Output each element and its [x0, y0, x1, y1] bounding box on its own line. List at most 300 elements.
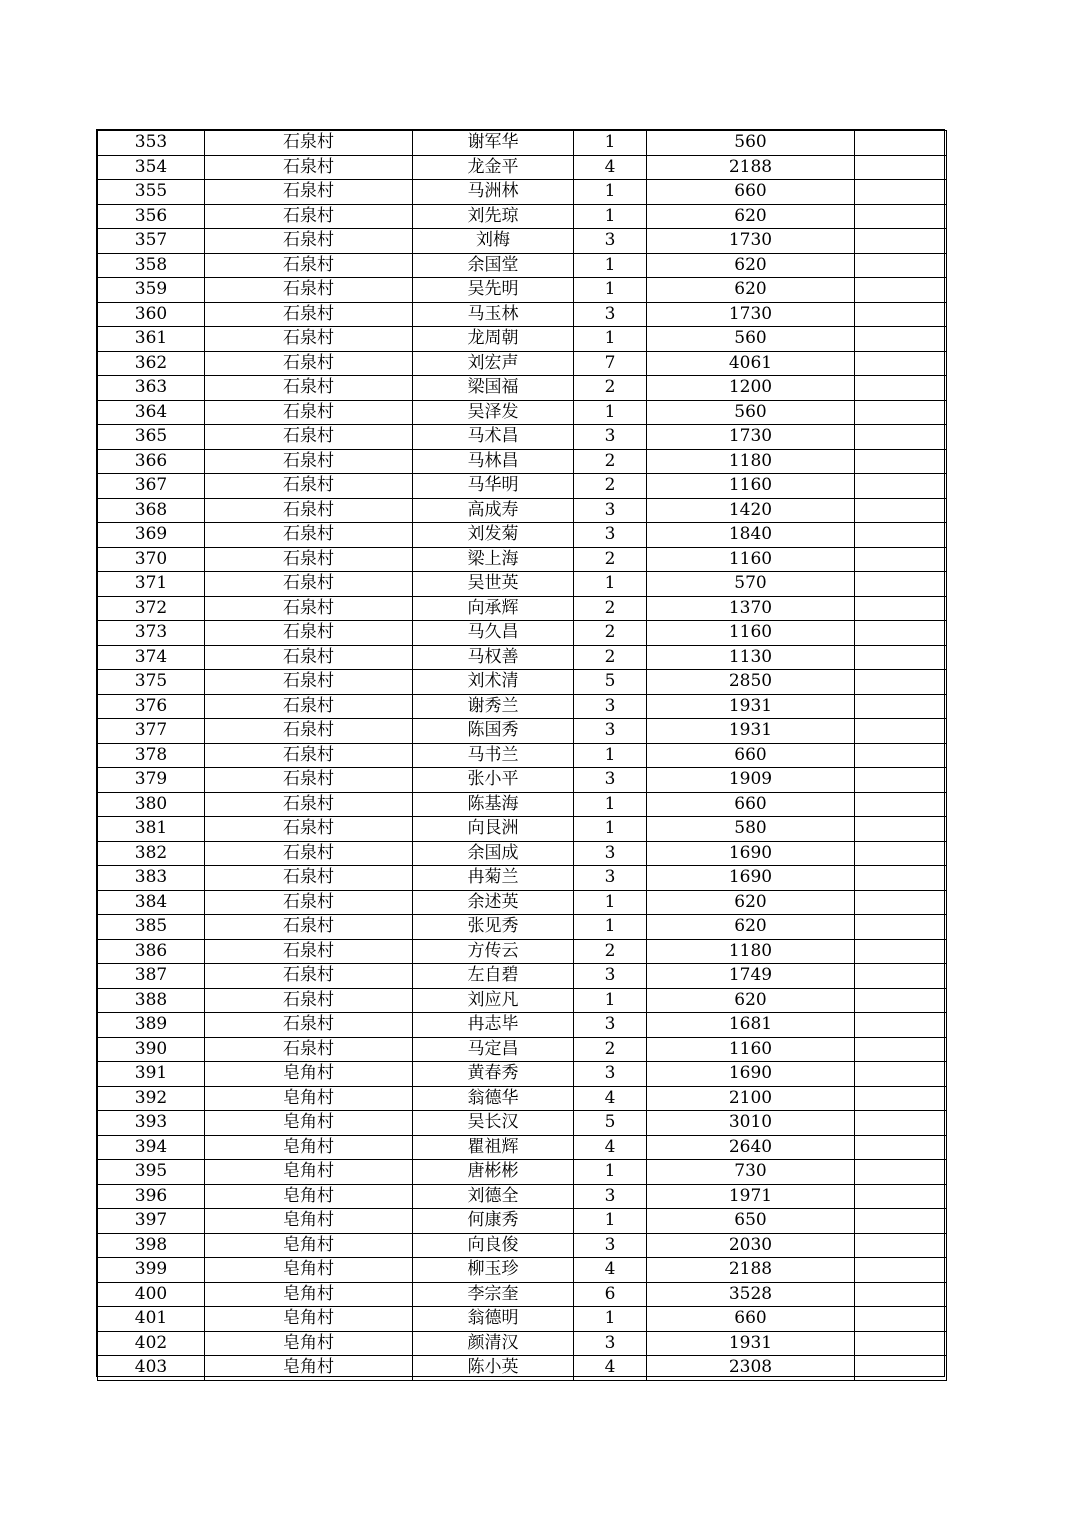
name-cell: 黄春秀	[413, 1062, 574, 1087]
household-count-cell: 2	[574, 1037, 647, 1062]
name-cell: 梁上海	[413, 547, 574, 572]
note-cell	[855, 253, 947, 278]
note-cell	[855, 768, 947, 793]
village-cell: 石泉村	[205, 719, 413, 744]
note-cell	[855, 302, 947, 327]
table-row	[98, 1331, 947, 1356]
row-number-cell: 384	[98, 890, 205, 915]
amount-cell: 1909	[647, 768, 855, 793]
name-cell: 刘应凡	[413, 988, 574, 1013]
village-cell: 皂角村	[205, 1307, 413, 1332]
household-count-cell: 1	[574, 327, 647, 352]
village-cell: 石泉村	[205, 523, 413, 548]
table-row	[98, 621, 947, 646]
note-cell	[855, 180, 947, 205]
household-count-cell: 1	[574, 1160, 647, 1185]
row-number-cell: 366	[98, 449, 205, 474]
table-row	[98, 449, 947, 474]
table-row	[98, 596, 947, 621]
table-row	[98, 719, 947, 744]
village-cell: 石泉村	[205, 302, 413, 327]
row-number-cell: 367	[98, 474, 205, 499]
note-cell	[855, 817, 947, 842]
name-cell: 刘先琼	[413, 204, 574, 229]
table-row	[98, 131, 947, 156]
household-count-cell: 2	[574, 449, 647, 474]
table-row	[98, 866, 947, 891]
note-cell	[855, 1356, 947, 1381]
table-body	[98, 131, 947, 1381]
table-row	[98, 890, 947, 915]
household-count-cell: 3	[574, 694, 647, 719]
amount-cell: 620	[647, 278, 855, 303]
household-count-cell: 3	[574, 866, 647, 891]
village-cell: 石泉村	[205, 964, 413, 989]
household-count-cell: 3	[574, 768, 647, 793]
note-cell	[855, 1233, 947, 1258]
village-cell: 皂角村	[205, 1062, 413, 1087]
name-cell: 刘宏声	[413, 351, 574, 376]
row-number-cell: 380	[98, 792, 205, 817]
note-cell	[855, 670, 947, 695]
table-row	[98, 1233, 947, 1258]
table-row	[98, 1111, 947, 1136]
row-number-cell: 387	[98, 964, 205, 989]
name-cell: 吴泽发	[413, 400, 574, 425]
amount-cell: 2640	[647, 1135, 855, 1160]
note-cell	[855, 621, 947, 646]
household-count-cell: 2	[574, 547, 647, 572]
table-row	[98, 474, 947, 499]
name-cell: 吴世英	[413, 572, 574, 597]
row-number-cell: 385	[98, 915, 205, 940]
row-number-cell: 368	[98, 498, 205, 523]
name-cell: 冉志毕	[413, 1013, 574, 1038]
household-count-cell: 3	[574, 425, 647, 450]
amount-cell: 2850	[647, 670, 855, 695]
table-row	[98, 204, 947, 229]
amount-cell: 1200	[647, 376, 855, 401]
name-cell: 谢军华	[413, 131, 574, 156]
village-cell: 石泉村	[205, 131, 413, 156]
note-cell	[855, 278, 947, 303]
household-count-cell: 4	[574, 1258, 647, 1283]
note-cell	[855, 866, 947, 891]
note-cell	[855, 327, 947, 352]
table-row	[98, 792, 947, 817]
household-count-cell: 2	[574, 474, 647, 499]
amount-cell: 1690	[647, 1062, 855, 1087]
village-cell: 石泉村	[205, 572, 413, 597]
amount-cell: 730	[647, 1160, 855, 1185]
name-cell: 唐彬彬	[413, 1160, 574, 1185]
amount-cell: 1180	[647, 449, 855, 474]
note-cell	[855, 719, 947, 744]
note-cell	[855, 572, 947, 597]
amount-cell: 2030	[647, 1233, 855, 1258]
name-cell: 余国成	[413, 841, 574, 866]
row-number-cell: 388	[98, 988, 205, 1013]
row-number-cell: 365	[98, 425, 205, 450]
name-cell: 余国堂	[413, 253, 574, 278]
amount-cell: 1180	[647, 939, 855, 964]
village-cell: 皂角村	[205, 1135, 413, 1160]
table-row	[98, 1160, 947, 1185]
table-row	[98, 1307, 947, 1332]
table-row	[98, 645, 947, 670]
table-row	[98, 400, 947, 425]
village-cell: 石泉村	[205, 645, 413, 670]
village-cell: 石泉村	[205, 1037, 413, 1062]
note-cell	[855, 229, 947, 254]
note-cell	[855, 1209, 947, 1234]
row-number-cell: 397	[98, 1209, 205, 1234]
village-cell: 石泉村	[205, 768, 413, 793]
table-row	[98, 302, 947, 327]
amount-cell: 620	[647, 988, 855, 1013]
village-cell: 石泉村	[205, 915, 413, 940]
amount-cell: 660	[647, 1307, 855, 1332]
note-cell	[855, 1331, 947, 1356]
household-count-cell: 1	[574, 792, 647, 817]
note-cell	[855, 498, 947, 523]
household-count-cell: 3	[574, 964, 647, 989]
amount-cell: 560	[647, 400, 855, 425]
table-row	[98, 817, 947, 842]
name-cell: 谢秀兰	[413, 694, 574, 719]
village-cell: 石泉村	[205, 400, 413, 425]
table-row	[98, 1282, 947, 1307]
note-cell	[855, 890, 947, 915]
name-cell: 向艮洲	[413, 817, 574, 842]
household-count-cell: 3	[574, 1013, 647, 1038]
row-number-cell: 391	[98, 1062, 205, 1087]
note-cell	[855, 376, 947, 401]
household-count-cell: 4	[574, 1086, 647, 1111]
name-cell: 余述英	[413, 890, 574, 915]
table-row	[98, 572, 947, 597]
table-row	[98, 915, 947, 940]
amount-cell: 660	[647, 743, 855, 768]
note-cell	[855, 964, 947, 989]
household-count-cell: 1	[574, 180, 647, 205]
household-count-cell: 1	[574, 253, 647, 278]
village-cell: 石泉村	[205, 670, 413, 695]
amount-cell: 2188	[647, 155, 855, 180]
village-cell: 皂角村	[205, 1356, 413, 1381]
household-count-cell: 1	[574, 890, 647, 915]
table-row	[98, 351, 947, 376]
row-number-cell: 389	[98, 1013, 205, 1038]
name-cell: 马定昌	[413, 1037, 574, 1062]
amount-cell: 620	[647, 915, 855, 940]
table-row	[98, 1258, 947, 1283]
note-cell	[855, 474, 947, 499]
name-cell: 马书兰	[413, 743, 574, 768]
village-cell: 石泉村	[205, 621, 413, 646]
village-cell: 石泉村	[205, 180, 413, 205]
household-count-cell: 5	[574, 670, 647, 695]
name-cell: 马久昌	[413, 621, 574, 646]
row-number-cell: 360	[98, 302, 205, 327]
household-count-cell: 3	[574, 841, 647, 866]
amount-cell: 1160	[647, 547, 855, 572]
name-cell: 方传云	[413, 939, 574, 964]
table-row	[98, 547, 947, 572]
name-cell: 何康秀	[413, 1209, 574, 1234]
village-cell: 石泉村	[205, 351, 413, 376]
name-cell: 张小平	[413, 768, 574, 793]
name-cell: 刘梅	[413, 229, 574, 254]
village-cell: 石泉村	[205, 449, 413, 474]
village-cell: 石泉村	[205, 327, 413, 352]
row-number-cell: 401	[98, 1307, 205, 1332]
note-cell	[855, 1013, 947, 1038]
amount-cell: 620	[647, 890, 855, 915]
name-cell: 马权善	[413, 645, 574, 670]
amount-cell: 3528	[647, 1282, 855, 1307]
table-row	[98, 964, 947, 989]
table-row	[98, 1037, 947, 1062]
household-count-cell: 1	[574, 278, 647, 303]
data-table	[97, 130, 947, 1381]
village-cell: 石泉村	[205, 866, 413, 891]
row-number-cell: 357	[98, 229, 205, 254]
note-cell	[855, 939, 947, 964]
amount-cell: 1749	[647, 964, 855, 989]
row-number-cell: 364	[98, 400, 205, 425]
name-cell: 龙金平	[413, 155, 574, 180]
household-count-cell: 1	[574, 1307, 647, 1332]
village-cell: 石泉村	[205, 498, 413, 523]
table-row	[98, 670, 947, 695]
amount-cell: 1931	[647, 1331, 855, 1356]
village-cell: 石泉村	[205, 743, 413, 768]
table-row	[98, 1209, 947, 1234]
village-cell: 石泉村	[205, 155, 413, 180]
amount-cell: 1931	[647, 719, 855, 744]
village-cell: 皂角村	[205, 1282, 413, 1307]
household-count-cell: 1	[574, 817, 647, 842]
village-cell: 石泉村	[205, 841, 413, 866]
note-cell	[855, 792, 947, 817]
village-cell: 皂角村	[205, 1086, 413, 1111]
amount-cell: 1420	[647, 498, 855, 523]
household-count-cell: 2	[574, 645, 647, 670]
row-number-cell: 375	[98, 670, 205, 695]
household-count-cell: 1	[574, 572, 647, 597]
name-cell: 翁德华	[413, 1086, 574, 1111]
note-cell	[855, 1160, 947, 1185]
table-row	[98, 425, 947, 450]
note-cell	[855, 1037, 947, 1062]
household-count-cell: 2	[574, 939, 647, 964]
household-count-cell: 3	[574, 1184, 647, 1209]
row-number-cell: 369	[98, 523, 205, 548]
village-cell: 皂角村	[205, 1184, 413, 1209]
amount-cell: 1971	[647, 1184, 855, 1209]
village-cell: 皂角村	[205, 1160, 413, 1185]
household-count-cell: 1	[574, 131, 647, 156]
row-number-cell: 386	[98, 939, 205, 964]
note-cell	[855, 449, 947, 474]
amount-cell: 3010	[647, 1111, 855, 1136]
village-cell: 石泉村	[205, 939, 413, 964]
household-count-cell: 3	[574, 302, 647, 327]
name-cell: 陈基海	[413, 792, 574, 817]
amount-cell: 1681	[647, 1013, 855, 1038]
note-cell	[855, 1062, 947, 1087]
amount-cell: 1160	[647, 621, 855, 646]
table-row	[98, 1356, 947, 1381]
table-row	[98, 768, 947, 793]
amount-cell: 620	[647, 204, 855, 229]
name-cell: 马玉林	[413, 302, 574, 327]
name-cell: 吴长汉	[413, 1111, 574, 1136]
name-cell: 刘术清	[413, 670, 574, 695]
row-number-cell: 358	[98, 253, 205, 278]
row-number-cell: 356	[98, 204, 205, 229]
household-count-cell: 2	[574, 596, 647, 621]
row-number-cell: 399	[98, 1258, 205, 1283]
table-row	[98, 743, 947, 768]
name-cell: 冉菊兰	[413, 866, 574, 891]
table-row	[98, 155, 947, 180]
table-row	[98, 523, 947, 548]
household-count-cell: 7	[574, 351, 647, 376]
table-row	[98, 1086, 947, 1111]
household-count-cell: 3	[574, 498, 647, 523]
name-cell: 梁国福	[413, 376, 574, 401]
table-row	[98, 327, 947, 352]
table-row	[98, 180, 947, 205]
village-cell: 石泉村	[205, 278, 413, 303]
village-cell: 皂角村	[205, 1331, 413, 1356]
table-row	[98, 1013, 947, 1038]
row-number-cell: 396	[98, 1184, 205, 1209]
row-number-cell: 392	[98, 1086, 205, 1111]
note-cell	[855, 1282, 947, 1307]
amount-cell: 4061	[647, 351, 855, 376]
note-cell	[855, 1135, 947, 1160]
table-row	[98, 229, 947, 254]
household-count-cell: 1	[574, 204, 647, 229]
amount-cell: 2308	[647, 1356, 855, 1381]
row-number-cell: 381	[98, 817, 205, 842]
note-cell	[855, 400, 947, 425]
village-cell: 皂角村	[205, 1258, 413, 1283]
row-number-cell: 353	[98, 131, 205, 156]
name-cell: 龙周朝	[413, 327, 574, 352]
household-count-cell: 1	[574, 915, 647, 940]
note-cell	[855, 523, 947, 548]
household-count-cell: 3	[574, 229, 647, 254]
village-cell: 石泉村	[205, 890, 413, 915]
note-cell	[855, 547, 947, 572]
village-cell: 石泉村	[205, 253, 413, 278]
name-cell: 刘德全	[413, 1184, 574, 1209]
row-number-cell: 370	[98, 547, 205, 572]
amount-cell: 1840	[647, 523, 855, 548]
table-row	[98, 278, 947, 303]
household-count-cell: 1	[574, 743, 647, 768]
village-cell: 皂角村	[205, 1209, 413, 1234]
village-cell: 石泉村	[205, 596, 413, 621]
amount-cell: 650	[647, 1209, 855, 1234]
amount-cell: 560	[647, 327, 855, 352]
name-cell: 左自碧	[413, 964, 574, 989]
household-count-cell: 4	[574, 1135, 647, 1160]
table-row	[98, 939, 947, 964]
row-number-cell: 393	[98, 1111, 205, 1136]
row-number-cell: 395	[98, 1160, 205, 1185]
household-count-cell: 1	[574, 400, 647, 425]
table-row	[98, 498, 947, 523]
note-cell	[855, 1086, 947, 1111]
row-number-cell: 372	[98, 596, 205, 621]
amount-cell: 560	[647, 131, 855, 156]
row-number-cell: 362	[98, 351, 205, 376]
name-cell: 李宗奎	[413, 1282, 574, 1307]
row-number-cell: 400	[98, 1282, 205, 1307]
row-number-cell: 402	[98, 1331, 205, 1356]
name-cell: 向良俊	[413, 1233, 574, 1258]
row-number-cell: 361	[98, 327, 205, 352]
amount-cell: 1690	[647, 866, 855, 891]
village-cell: 石泉村	[205, 988, 413, 1013]
amount-cell: 1690	[647, 841, 855, 866]
table-row	[98, 1062, 947, 1087]
village-cell: 石泉村	[205, 694, 413, 719]
amount-cell: 1730	[647, 425, 855, 450]
village-cell: 石泉村	[205, 474, 413, 499]
name-cell: 向承辉	[413, 596, 574, 621]
household-count-cell: 2	[574, 621, 647, 646]
row-number-cell: 394	[98, 1135, 205, 1160]
note-cell	[855, 1184, 947, 1209]
row-number-cell: 371	[98, 572, 205, 597]
row-number-cell: 378	[98, 743, 205, 768]
amount-cell: 1160	[647, 1037, 855, 1062]
name-cell: 高成寿	[413, 498, 574, 523]
note-cell	[855, 425, 947, 450]
table-row	[98, 1184, 947, 1209]
name-cell: 马术昌	[413, 425, 574, 450]
amount-cell: 2188	[647, 1258, 855, 1283]
household-count-cell: 3	[574, 1062, 647, 1087]
household-count-cell: 3	[574, 719, 647, 744]
village-cell: 石泉村	[205, 817, 413, 842]
table-row	[98, 988, 947, 1013]
amount-cell: 1730	[647, 229, 855, 254]
row-number-cell: 359	[98, 278, 205, 303]
village-cell: 石泉村	[205, 792, 413, 817]
household-count-cell: 1	[574, 1209, 647, 1234]
village-cell: 皂角村	[205, 1111, 413, 1136]
note-cell	[855, 1111, 947, 1136]
row-number-cell: 354	[98, 155, 205, 180]
note-cell	[855, 1307, 947, 1332]
name-cell: 颜清汉	[413, 1331, 574, 1356]
table-row	[98, 253, 947, 278]
name-cell: 柳玉珍	[413, 1258, 574, 1283]
name-cell: 吴先明	[413, 278, 574, 303]
table-row	[98, 841, 947, 866]
name-cell: 刘发菊	[413, 523, 574, 548]
note-cell	[855, 204, 947, 229]
table-row	[98, 694, 947, 719]
row-number-cell: 383	[98, 866, 205, 891]
